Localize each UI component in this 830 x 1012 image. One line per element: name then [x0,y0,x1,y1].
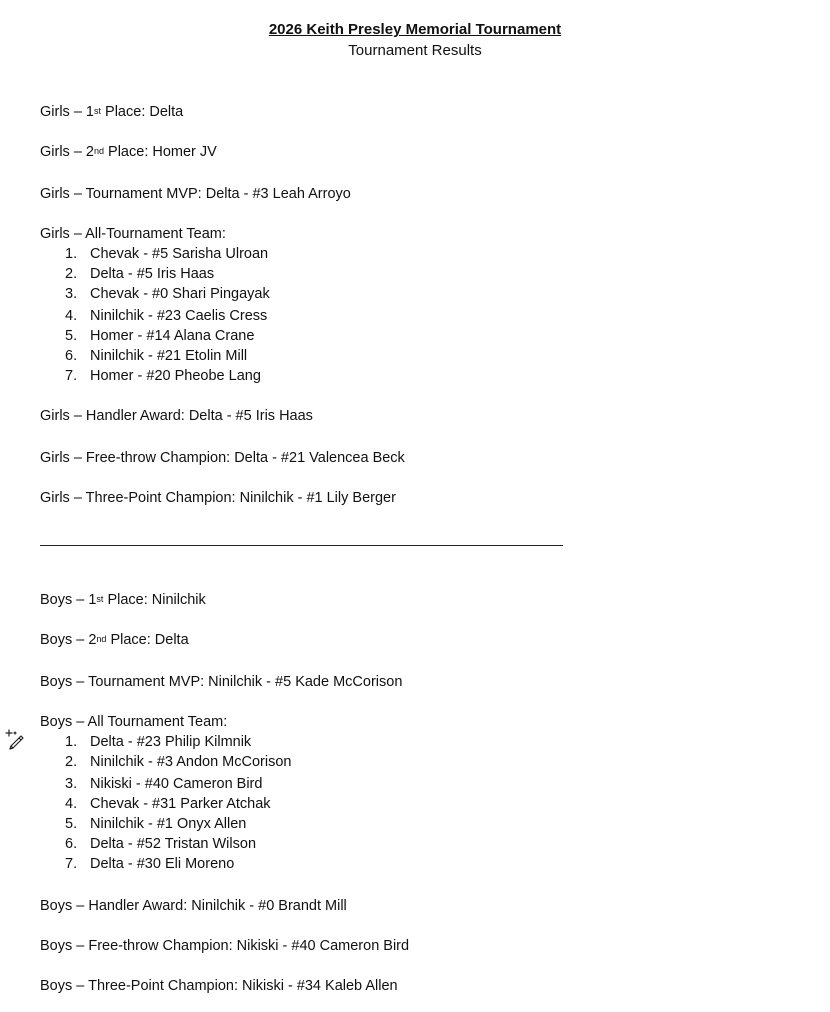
section-divider [40,545,563,546]
list-item: 6. Delta - #52 Tristan Wilson [65,836,257,852]
boys-handler-award: Boys – Handler Award: Ninilchik - #0 Brandt Mill [40,898,347,914]
list-item: 6. Ninilchik - #21 Etolin Mill [65,348,248,364]
boys-first-place: Boys – 1st Place: Ninilchik [40,592,206,608]
document-subtitle: Tournament Results [348,42,482,59]
list-item: 7. Homer - #20 Pheobe Lang [65,368,261,384]
boys-team-heading: Boys – All Tournament Team: [40,714,228,730]
sparkle-pen-icon[interactable] [4,728,26,750]
list-item: 2. Delta - #5 Iris Haas [65,266,215,282]
list-item: 3. Chevak - #0 Shari Pingayak [65,286,270,302]
list-item: 4. Ninilchik - #23 Caelis Cress [65,308,268,324]
list-item: 4. Chevak - #31 Parker Atchak [65,796,271,812]
list-item: 5. Homer - #14 Alana Crane [65,328,255,344]
list-item: 5. Ninilchik - #1 Onyx Allen [65,816,247,832]
girls-second-place: Girls – 2nd Place: Homer JV [40,144,217,160]
boys-mvp: Boys – Tournament MVP: Ninilchik - #5 Kade McCorison [40,674,403,690]
list-item: 2. Ninilchik - #3 Andon McCorison [65,754,292,770]
girls-first-place: Girls – 1st Place: Delta [40,104,184,120]
girls-freethrow-champion: Girls – Free-throw Champion: Delta - #21 Valencea Beck [40,450,405,466]
boys-freethrow-champion: Boys – Free-throw Champion: Nikiski - #40 Cameron Bird [40,938,410,954]
document-title: 2026 Keith Presley Memorial Tournament [268,21,562,38]
list-item: 1. Chevak - #5 Sarisha Ulroan [65,246,269,262]
list-item: 1. Delta - #23 Philip Kilmnik [65,734,252,750]
list-item: 3. Nikiski - #40 Cameron Bird [65,776,263,792]
girls-handler-award: Girls – Handler Award: Delta - #5 Iris Haas [40,408,313,424]
girls-threepoint-champion: Girls – Three-Point Champion: Ninilchik - #1 Lily Berger [40,490,396,506]
girls-team-heading: Girls – All-Tournament Team: [40,226,226,242]
boys-second-place: Boys – 2nd Place: Delta [40,632,189,648]
girls-mvp: Girls – Tournament MVP: Delta - #3 Leah Arroyo [40,186,351,202]
list-item: 7. Delta - #30 Eli Moreno [65,856,235,872]
boys-threepoint-champion: Boys – Three-Point Champion: Nikiski - #34 Kaleb Allen [40,978,398,994]
